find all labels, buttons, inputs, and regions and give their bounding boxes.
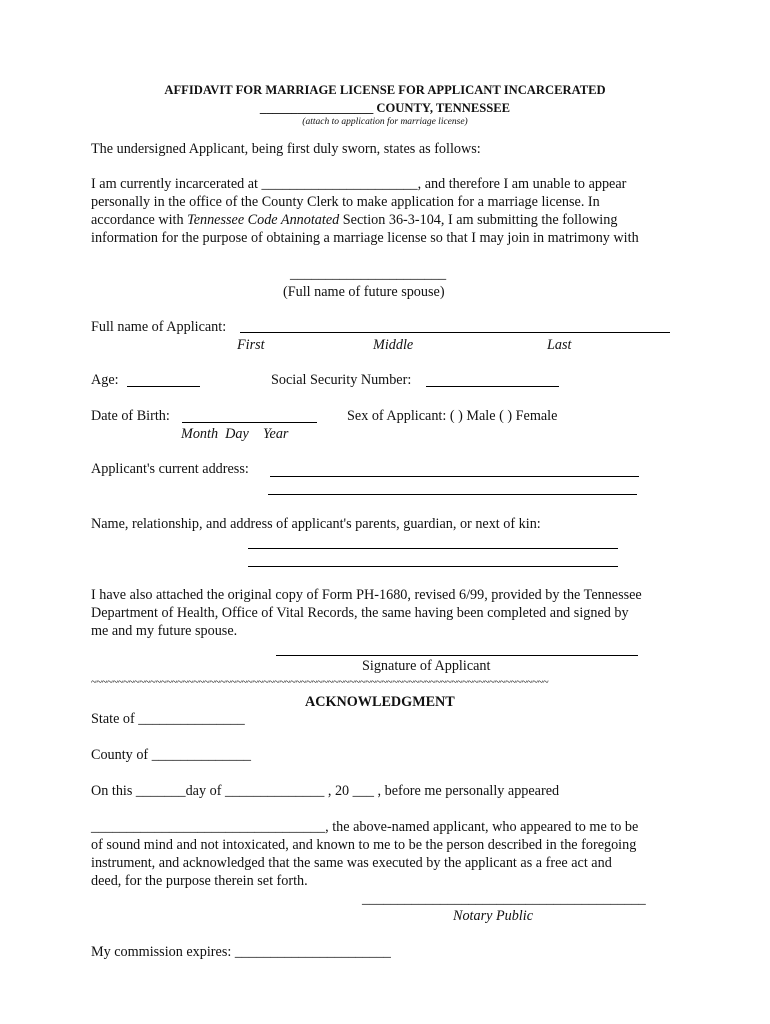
attached-line-3: me and my future spouse. — [91, 623, 238, 639]
statement-text: Section 36-3-104, I am submitting the following — [339, 212, 618, 228]
statement-line-3 — [91, 211, 617, 229]
age-label: Age: — [91, 372, 119, 388]
statement-line-1 — [91, 175, 626, 193]
notary-signature-field[interactable]: ________________________________________ — [362, 891, 646, 907]
attached-line-2: Department of Health, Office of Vital Records, the same having been completed and signed by — [91, 605, 629, 621]
spouse-name-label: (Full name of future spouse) — [283, 284, 445, 300]
dob-label: Date of Birth: — [91, 408, 170, 424]
address-label: Applicant's current address: — [91, 461, 249, 477]
first-name-caption: First — [237, 337, 265, 353]
state-field[interactable]: State of _______________ — [91, 711, 245, 727]
statement-text: I am currently incarcerated at — [91, 176, 262, 192]
tilde-divider: ~~~~~~~~~~~~~~~~~~~~~~~~~~~~~~~~~~~~~~~~~~~~~~~~~~~~~~~~~~~~~~~~~~~~~~~~~~~~~~~~~~~~~ — [91, 677, 549, 688]
intro-text: The undersigned Applicant, being first duly sworn, states as follows: — [91, 141, 481, 157]
address-field-line-2[interactable] — [268, 494, 637, 495]
spouse-name-field[interactable]: ______________________ — [290, 266, 447, 282]
acknowledgment-heading: ACKNOWLEDGMENT — [305, 694, 455, 710]
address-field-line-1[interactable] — [270, 476, 639, 477]
ssn-field[interactable] — [426, 386, 559, 387]
on-this-line[interactable]: On this _______day of ______________ , 20 ___ , before me personally appeared — [91, 783, 560, 799]
sex-label[interactable]: Sex of Applicant: ( ) Male ( ) Female — [347, 408, 558, 424]
kin-field-line-2[interactable] — [248, 566, 618, 567]
kin-field-line-1[interactable] — [248, 548, 618, 549]
age-field[interactable] — [127, 386, 200, 387]
statute-name: Tennessee Code Annotated — [187, 212, 340, 228]
signature-label: Signature of Applicant — [362, 658, 491, 674]
notary-public-label: Notary Public — [453, 908, 533, 924]
appeared-line-4: deed, for the purpose therein set forth. — [91, 873, 308, 889]
kin-label: Name, relationship, and address of applicant's parents, guardian, or next of kin: — [91, 516, 541, 532]
appeared-line-1[interactable]: _________________________________, the above-named applicant, who appeared to me to be — [91, 819, 639, 835]
statement-line-4: information for the purpose of obtaining a marriage license so that I may join in matrimony with — [91, 230, 639, 246]
last-name-caption: Last — [547, 337, 572, 353]
county-blank[interactable]: __________________ — [259, 101, 374, 115]
middle-name-caption: Middle — [373, 337, 414, 353]
applicant-name-field[interactable] — [240, 332, 670, 333]
document-title: AFFIDAVIT FOR MARRIAGE LICENSE FOR APPLICANT INCARCERATED — [164, 83, 606, 97]
dob-caption: Month Day Year — [181, 426, 289, 442]
statement-line-2: personally in the office of the County Clerk to make application for a marriage license. In — [91, 194, 600, 210]
appeared-line-3: instrument, and acknowledged that the same was executed by the applicant as a free act and — [91, 855, 612, 871]
county-title-text: COUNTY, TENNESSEE — [373, 101, 511, 115]
appeared-line-2: of sound mind and not intoxicated, and known to me to be the person described in the foregoing — [91, 837, 637, 853]
facility-blank[interactable]: ______________________ — [261, 176, 418, 192]
statement-text: , and therefore I am unable to appear — [417, 176, 627, 192]
commission-expires-field[interactable]: My commission expires: ______________________ — [91, 944, 391, 960]
applicant-name-label: Full name of Applicant: — [91, 319, 227, 335]
ssn-label: Social Security Number: — [271, 372, 412, 388]
attached-line-1: I have also attached the original copy of Form PH-1680, revised 6/99, provided by the Tennessee — [91, 587, 642, 603]
statement-text: accordance with — [91, 212, 188, 228]
attach-note: (attach to application for marriage license) — [302, 117, 468, 127]
dob-field[interactable] — [182, 422, 317, 423]
county-field[interactable]: County of ______________ — [91, 747, 252, 763]
signature-field[interactable] — [276, 655, 638, 656]
